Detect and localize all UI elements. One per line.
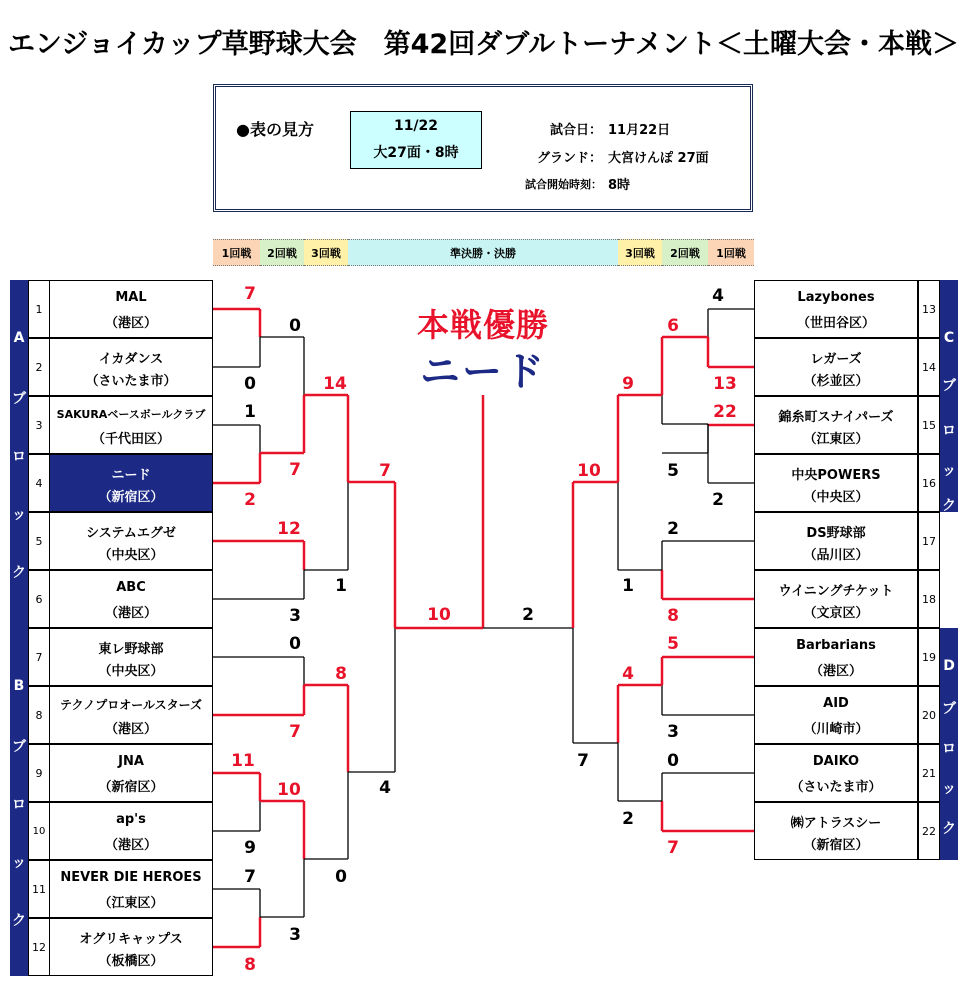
team-area: （港区） [809, 664, 862, 679]
team-area: （川崎市） [803, 722, 869, 737]
score: 1 [622, 576, 634, 596]
round-header-r1-right: 1回戦 [708, 239, 754, 266]
team-name: ap's [116, 812, 146, 827]
score: 14 [323, 374, 347, 394]
legend-value-time: 8時 [608, 178, 631, 193]
legend-heading: ●表の見方 [236, 120, 314, 139]
team-name: SAKURAベースボールクラブ [56, 408, 206, 421]
round-header-final: 準決勝・決勝 [348, 239, 618, 266]
team-area: （港区） [104, 606, 157, 621]
team-area: （杉並区） [803, 374, 869, 389]
score: 0 [667, 751, 679, 771]
legend-sample-date: 11/22 [393, 118, 439, 134]
team-area: （江東区） [803, 432, 869, 447]
team-area: （江東区） [98, 896, 164, 911]
score: 2 [622, 809, 634, 829]
score: 10 [427, 605, 451, 625]
seed-number: 18 [918, 570, 940, 628]
seed-number: 21 [918, 744, 940, 802]
team-area: （港区） [104, 722, 157, 737]
score: 7 [244, 867, 256, 887]
round-header-r2-left: 2回戦 [260, 239, 304, 266]
seed-number: 17 [918, 512, 940, 570]
team-name: ウイニングチケット [778, 584, 894, 599]
team-name: レガーズ [810, 352, 862, 367]
champion-heading: 本戦優勝 [416, 306, 549, 344]
seed-number: 7 [28, 628, 50, 686]
team-name: ㈱アトラスシー [790, 816, 882, 831]
score: 9 [622, 374, 634, 394]
seed-number: 9 [28, 744, 50, 802]
block-d-label: D ブ ロ ッ ク [940, 628, 958, 860]
legend-label-ground: グランド： [536, 151, 602, 166]
round-header-r1-left: 1回戦 [213, 239, 260, 266]
team-name: オグリキャップス [79, 932, 183, 947]
seed-number: 4 [28, 454, 50, 512]
score: 0 [289, 634, 301, 654]
seed-number: 5 [28, 512, 50, 570]
team-name: ニード [111, 468, 151, 483]
score: 3 [289, 606, 301, 626]
score: 2 [667, 519, 679, 539]
team-area: （中央区） [98, 664, 164, 679]
team-name: NEVER DIE HEROES [60, 870, 202, 885]
score: 1 [244, 402, 256, 422]
score: 0 [335, 867, 347, 887]
seed-number: 11 [28, 860, 50, 918]
team-area: （新宿区） [98, 780, 164, 795]
score: 7 [289, 460, 301, 480]
round-header-r3-right: 3回戦 [618, 239, 662, 266]
score: 10 [277, 780, 301, 800]
team-area: （文京区） [803, 606, 869, 621]
team-name: MAL [115, 290, 147, 305]
team-name: イカダンス [98, 352, 164, 367]
score: 22 [713, 402, 737, 422]
team-area: （板橋区） [98, 954, 164, 969]
team-area: （新宿区） [98, 490, 164, 505]
score: 0 [289, 316, 301, 336]
team-name: 東レ野球部 [98, 642, 164, 657]
seed-number: 19 [918, 628, 940, 686]
score: 4 [712, 286, 724, 306]
block-c-label: C ブ ロ ッ ク [940, 280, 958, 512]
score: 7 [667, 838, 679, 858]
team-name: JNA [118, 754, 144, 769]
seed-number: 8 [28, 686, 50, 744]
legend-sample-place: 大27面・8時 [373, 145, 459, 161]
seed-number: 14 [918, 338, 940, 396]
seed-number: 3 [28, 396, 50, 454]
seed-number: 1 [28, 280, 50, 338]
legend-value-date: 11月22日 [608, 123, 671, 138]
seed-number: 2 [28, 338, 50, 396]
seed-number: 10 [28, 802, 50, 860]
team-area: （中央区） [803, 490, 869, 505]
team-area: （港区） [104, 838, 157, 853]
score: 1 [335, 576, 347, 596]
score: 0 [244, 374, 256, 394]
team-name: テクノプロオールスターズ [59, 698, 203, 712]
team-area: （世田谷区） [796, 316, 875, 331]
score: 2 [712, 490, 724, 510]
seed-number: 22 [918, 802, 940, 860]
score: 4 [379, 778, 391, 798]
legend-label-date: 試合日： [549, 123, 602, 138]
seed-number: 12 [28, 918, 50, 976]
score: 8 [244, 955, 256, 975]
score: 3 [667, 722, 679, 742]
score: 9 [244, 838, 256, 858]
round-header-r3-left: 3回戦 [304, 239, 348, 266]
score: 8 [667, 606, 679, 626]
score: 10 [577, 461, 601, 481]
team-name: ABC [116, 580, 146, 595]
score: 4 [622, 664, 634, 684]
score: 7 [244, 284, 256, 304]
team-name: Barbarians [796, 638, 876, 653]
seed-number: 6 [28, 570, 50, 628]
score: 7 [379, 461, 391, 481]
legend-value-ground: 大宮けんぽ 27面 [608, 151, 709, 166]
team-name: DAIKO [812, 754, 860, 769]
legend-label-time: 試合開始時刻： [525, 178, 602, 191]
team-area: （千代田区） [91, 432, 170, 447]
team-name: AID [823, 696, 849, 711]
score: 3 [289, 925, 301, 945]
team-area: （中央区） [98, 548, 164, 563]
score: 5 [667, 461, 679, 481]
block-a-label: A ブ ロ ッ ク [10, 280, 28, 628]
block-b-label: B ブ ロ ッ ク [10, 628, 28, 976]
score: 2 [244, 490, 256, 510]
score: 11 [231, 751, 255, 771]
team-name: システムエグゼ [86, 526, 176, 541]
page-title: エンジョイカップ草野球大会 第42回ダブルトーナメント＜土曜大会・本戦＞ [7, 29, 960, 60]
score: 5 [667, 634, 679, 654]
score: 12 [277, 519, 301, 539]
team-name: DS野球部 [806, 526, 866, 541]
seed-number: 13 [918, 280, 940, 338]
team-area: （新宿区） [803, 838, 869, 853]
team-name: 中央POWERS [791, 468, 881, 483]
score: 7 [577, 751, 589, 771]
team-area: （港区） [104, 316, 157, 331]
seed-number: 15 [918, 396, 940, 454]
score: 6 [667, 316, 679, 336]
champion-name: ニード [420, 349, 546, 395]
team-name: Lazybones [797, 290, 875, 305]
score: 13 [713, 374, 737, 394]
team-area: （さいたま市） [85, 374, 177, 389]
team-area: （品川区） [803, 548, 869, 563]
seed-number: 20 [918, 686, 940, 744]
team-area: （さいたま市） [790, 780, 882, 795]
round-header-r2-right: 2回戦 [662, 239, 708, 266]
team-name: 錦糸町スナイパーズ [778, 410, 894, 425]
score: 7 [289, 722, 301, 742]
score: 2 [522, 605, 534, 625]
seed-number: 16 [918, 454, 940, 512]
score: 8 [335, 664, 347, 684]
